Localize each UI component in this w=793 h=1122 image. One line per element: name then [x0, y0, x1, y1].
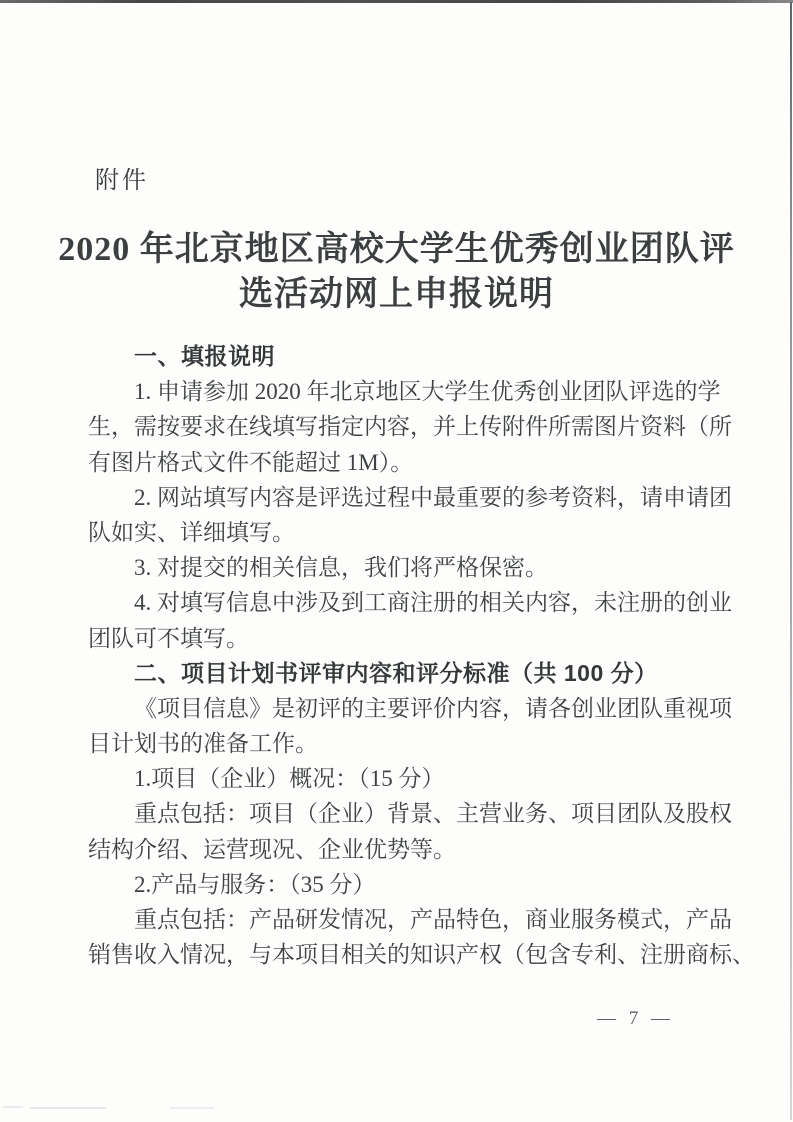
document-line: 有图片格式文件不能超过 1M）。: [88, 449, 414, 475]
document-line: 2.产品与服务：（35 分）: [134, 871, 376, 897]
document-line: 重点包括：产品研发情况，产品特色，商业服务模式，产品: [134, 907, 732, 932]
section-heading: 二、项目计划书评审内容和评分标准（共 100 分）: [134, 659, 658, 686]
document-line: 队如实、详细填写。: [88, 519, 295, 545]
document-line: 《项目信息》是初评的主要评价内容，请各创业团队重视项: [134, 695, 732, 721]
scan-top-edge-line: [0, 0, 793, 3]
scan-smudge: [30, 1107, 106, 1109]
document-line: 团队可不填写。: [88, 625, 249, 651]
document-title-line-2: 选活动网上申报说明: [239, 276, 554, 313]
page-number: — 7 —: [597, 1008, 674, 1029]
scan-smudge: [170, 1107, 214, 1109]
document-title: [0, 227, 793, 317]
document-line: 2. 网站填写内容是评选过程中最重要的参考资料，请申请团: [134, 484, 732, 510]
document-line: 目计划书的准备工作。: [88, 731, 318, 757]
document-line: 3. 对提交的相关信息，我们将严格保密。: [134, 555, 548, 581]
document-title-line-1: 2020 年北京地区高校大学生优秀创业团队评: [58, 231, 735, 268]
scan-smudge: [3, 1106, 23, 1108]
document-body: [88, 339, 755, 972]
document-line: 结构介绍、运营现况、企业优势等。: [88, 836, 456, 862]
document-line: 生，需按要求在线填写指定内容，并上传附件所需图片资料（所: [88, 414, 732, 440]
scan-right-edge-line: [790, 2, 792, 1120]
document-line: 4. 对填写信息中涉及到工商注册的相关内容，未注册的创业: [134, 590, 732, 616]
section-heading: 一、填报说明: [134, 343, 275, 369]
document-line: 1.项目（企业）概况：（15 分）: [134, 766, 445, 792]
attachment-label: 附件: [95, 167, 149, 194]
document-line: 销售收入情况，与本项目相关的知识产权（包含专利、注册商标、: [88, 942, 755, 968]
document-line: 1. 申请参加 2020 年北京地区大学生优秀创业团队评选的学: [134, 379, 721, 405]
document-line: 重点包括：项目（企业）背景、主营业务、项目团队及股权: [134, 801, 732, 827]
